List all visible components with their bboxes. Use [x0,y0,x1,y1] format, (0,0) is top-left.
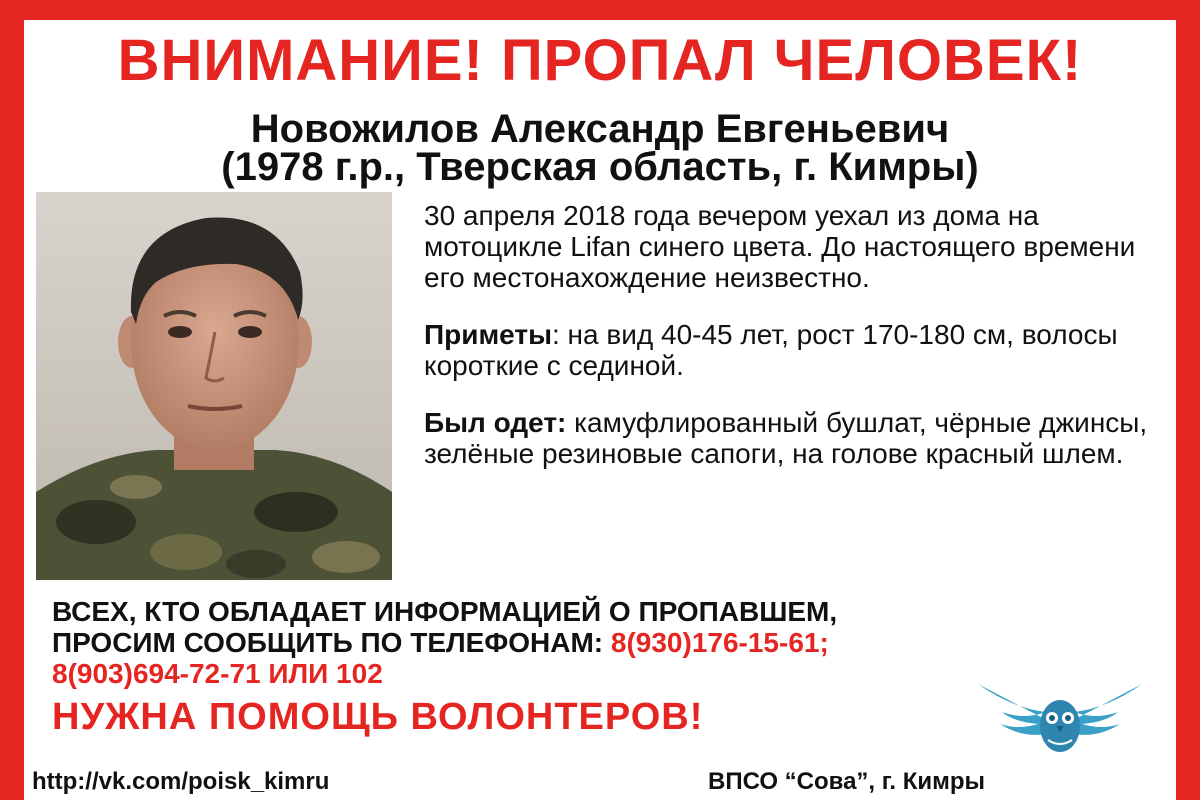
person-photo [36,192,392,580]
features-text: : на вид 40-45 лет, рост 170-180 см, волосы короткие с сединой. [424,319,1118,381]
appeal-text: ПРОСИМ СООБЩИТЬ ПО ТЕЛЕФОНАМ: [52,627,611,658]
clothing-text: камуфлированный бушлат, чёрные джинсы, зелёные резиновые сапоги, на голове красный шлем. [424,407,1148,469]
phone-number-2: 8(903)694-72-71 ИЛИ 102 [52,658,383,689]
circumstances-text: 30 апреля 2018 года вечером уехал из дома на мотоцикле Lifan синего цвета. До настоящего времени его местонахождение неизвестно. [424,200,1136,293]
footer-organization: ВПСО “Сова”, г. Кимры [708,768,986,795]
person-info: (1978 г.р., Тверская область, г. Кимры) [221,145,979,189]
appeal-line-1: ВСЕХ, КТО ОБЛАДАЕТ ИНФОРМАЦИЕЙ О ПРОПАВШЕМ, [52,596,838,627]
headline: ВНИМАНИЕ! ПРОПАЛ ЧЕЛОВЕК! [117,28,1083,93]
features-label: Приметы [424,319,552,350]
missing-person-poster [24,20,1176,800]
clothing-paragraph [424,407,1169,469]
phone-number-1: 8(930)176-15-61; [610,627,829,658]
description [424,200,1169,495]
contact-appeal [52,596,952,689]
clothing-label: Был одет: [424,407,567,438]
owl-logo-icon [972,668,1148,765]
footer-url: http://vk.com/poisk_kimru [32,768,330,795]
volunteers-needed: НУЖНА ПОМОЩЬ ВОЛОНТЕРОВ! [52,696,704,738]
features-paragraph [424,319,1169,381]
person-name: Новожилов Александр Евгеньевич [250,107,950,151]
appeal-line-2 [52,627,952,658]
